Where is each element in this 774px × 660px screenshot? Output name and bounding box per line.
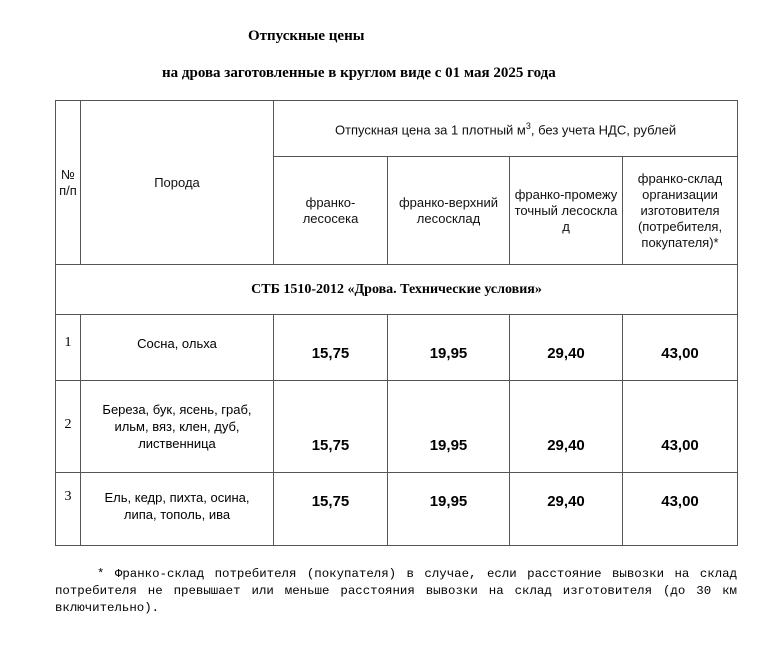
header-price-text: Отпускная цена за 1 плотный м	[334, 122, 526, 138]
row-2-price-2: 19,95	[388, 381, 510, 473]
row-3-price-1: 15,75	[274, 473, 388, 546]
page-title: Отпускные цены	[248, 28, 365, 44]
row-3-no: 3	[56, 473, 81, 546]
row-1-breed: Сосна, ольха	[81, 315, 274, 381]
header-price-text-end: , без учета НДС, рублей	[530, 122, 677, 138]
subheader-upper-warehouse: франко-верхний лесосклад	[388, 157, 510, 265]
subheader-intermediate-warehouse: франко-промежуточный лесосклад	[510, 157, 623, 265]
header-price-sup: 3	[525, 121, 531, 132]
row-2-price-4: 43,00	[623, 381, 738, 473]
row-3-price-3: 29,40	[510, 473, 623, 546]
row-2-no: 2	[56, 381, 81, 473]
subheader-lesoseka: франко-лесосека	[274, 157, 388, 265]
row-3-breed: Ель, кедр, пихта, осина, липа, тополь, ива	[81, 473, 274, 546]
row-2-price-1: 15,75	[274, 381, 388, 473]
header-price	[274, 101, 738, 157]
row-1-no: 1	[56, 315, 81, 381]
row-1-price-2: 19,95	[388, 315, 510, 381]
row-2-price-3: 29,40	[510, 381, 623, 473]
standard-row: СТБ 1510-2012 «Дрова. Технические условия»	[56, 265, 738, 315]
page-subtitle: на дрова заготовленные в круглом виде с 01 мая 2025 года	[162, 65, 556, 81]
footnote: * Франко-склад потребителя (покупателя) в случае, если расстояние вывозки на склад потребителя не превышает или меньше расстояния вывозки на склад изготовителя (до 30 км включительно).	[55, 567, 737, 615]
row-1-price-4: 43,00	[623, 315, 738, 381]
header-no: № п/п	[56, 101, 81, 265]
row-1-price-3: 29,40	[510, 315, 623, 381]
header-breed: Порода	[81, 101, 274, 265]
row-2-breed: Береза, бук, ясень, граб, ильм, вяз, клен, дуб, лиственница	[81, 381, 274, 473]
subheader-producer-warehouse: франко-склад организации изготовителя (потребителя, покупателя)*	[623, 157, 738, 265]
row-3-price-2: 19,95	[388, 473, 510, 546]
row-3-price-4: 43,00	[623, 473, 738, 546]
row-1-price-1: 15,75	[274, 315, 388, 381]
price-table	[55, 100, 738, 546]
